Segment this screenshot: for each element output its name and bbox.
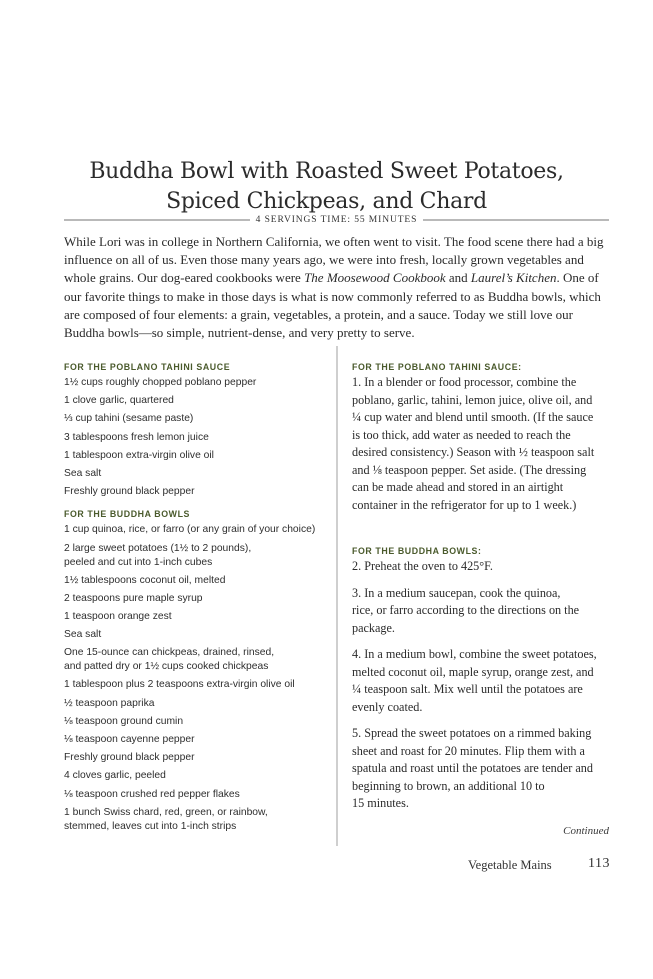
ingredient-line: and patted dry or 1½ cups cooked chickpeas [64,661,269,673]
footer-section-label: Vegetable Mains [468,858,552,872]
ingredient-item: 1 tablespoon plus 2 teaspoons extra-virgin olive oil [64,679,295,691]
section-spacer [352,523,614,544]
ingredient-item: Sea salt [64,468,102,480]
ingredient-item: 4 cloves garlic, peeled [64,770,166,782]
servings-time: 4 SERVINGS TIME: 55 MINUTES [255,215,418,225]
ingredient-item: ⅓ cup tahini (sesame paste) [64,413,194,425]
ingredient-item: ⅛ teaspoon ground cumin [64,715,184,727]
intro-book-2: Laurel’s Kitchen [470,270,557,286]
ingredient-item: ⅛ teaspoon cayenne pepper [64,734,195,746]
step-line: 1. In a blender or food processor, combine the [352,375,577,389]
recipe-intro [64,233,612,342]
servings-time-bar [64,215,609,225]
ingredient-item: Freshly ground black pepper [64,752,195,764]
ingredient-item: 3 tablespoons fresh lemon juice [64,431,209,443]
ingredients-sauce-heading: FOR THE POBLANO TAHINI SAUCE [64,362,231,372]
step-line: rice, or farro according to the directions on the [352,603,580,617]
ingredients-column [64,360,326,836]
continued-label: Continued [563,825,609,837]
ingredient-item: 1½ cups roughly chopped poblano pepper [64,377,257,388]
step-line: ¼ teaspoon salt. Mix well until the potatoes are [352,682,583,696]
step-line: spatula and roast until the potatoes are tender and [352,761,593,775]
step-line: 15 minutes. [352,796,409,810]
step-line: beginning to brown, an additional 10 to [352,778,545,793]
step-line: ¼ cup water and blend until smooth. (If the sauce [352,410,594,424]
step-line: package. [352,620,395,635]
intro-book-1: The Moosewood Cookbook [304,270,446,286]
step-line: melted coconut oil, maple syrup, orange zest, and [352,664,594,679]
step-line: 3. In a medium saucepan, cook the quinoa, [352,585,561,600]
ingredient-item [64,644,326,676]
intro-text-1: While Lori was in college in Northern California, we often went to visit. The food scene there had a big influence on all of us. Even those many years ago, we were into fresh, locally grown vegetables and whole grains. Our dog-eared cookbooks were [64,234,604,286]
recipe-title-line-1: Buddha Bowl with Roasted Sweet Potatoes, [89,158,564,184]
ingredient-line: peeled and cut into 1-inch cubes [64,556,213,568]
ingredient-line: One 15-ounce can chickpeas, drained, rinsed, [64,647,275,659]
ingredient-item [64,540,326,572]
step-line: 2. Preheat the oven to 425°F. [352,559,493,573]
page-number: 113 [588,856,610,871]
divider-rule-right [423,219,609,221]
directions-column [352,360,614,822]
ingredient-item: 1 cup quinoa, rice, or farro (or any grain of your choice) [64,524,316,536]
step-line: poblano, garlic, tahini, lemon juice, olive oil, and [352,392,593,407]
ingredient-line: 2 large sweet potatoes (1½ to 2 pounds), [64,542,252,554]
recipe-title-line-2: Spiced Chickpeas, and Chard [166,188,487,214]
column-divider [336,346,338,846]
direction-step-2 [352,558,614,576]
directions-bowls-heading: FOR THE BUDDHA BOWLS: [352,546,482,556]
intro-text-2: . One of our favorite things to make in those days is what is now commonly referred to as Buddha bowls, which are composed of four elements: a grain, vegetables, a protein, and a sauce. Today we still love our Buddha bowls—so simple, nutrient-dense, and very pretty to serve. [64,270,601,341]
step-line: is too thick, add water as needed to reach the [352,427,571,442]
step-line: and ⅛ teaspoon pepper. Set aside. (The dressing [352,462,587,477]
step-line: desired consistency.) Season with ½ teaspoon salt [352,445,595,459]
ingredient-item: 1½ tablespoons coconut oil, melted [64,574,226,586]
intro-and: and [445,270,471,286]
ingredients-bowls-heading: FOR THE BUDDHA BOWLS [64,509,191,520]
step-line: evenly coated. [352,699,423,714]
ingredient-item: ⅛ teaspoon crushed red pepper flakes [64,788,240,800]
step-line: 4. In a medium bowl, combine the sweet potatoes, [352,647,597,661]
ingredient-item: 1 teaspoon orange zest [64,611,172,623]
ingredient-line: 1 bunch Swiss chard, red, green, or rainbow, [64,806,268,818]
step-line: container in the refrigerator for up to 1 week.) [352,497,577,512]
ingredient-item: Sea salt [64,629,102,641]
direction-step-5 [352,725,614,813]
ingredient-item: 1 tablespoon extra-virgin olive oil [64,449,214,461]
divider-rule-left [64,219,250,221]
direction-step-1 [352,374,614,514]
direction-step-3 [352,585,614,638]
step-line: 5. Spread the sweet potatoes on a rimmed baking [352,726,592,740]
ingredient-item: ½ teaspoon paprika [64,697,155,709]
step-line: sheet and roast for 20 minutes. Flip them with a [352,743,585,758]
ingredient-item: 2 teaspoons pure maple syrup [64,592,203,604]
step-line: can be made ahead and stored in an airtight [352,480,564,494]
ingredient-item: Freshly ground black pepper [64,486,195,498]
ingredient-item [64,804,326,836]
recipe-title [40,157,613,217]
ingredient-line: stemmed, leaves cut into 1-inch strips [64,820,237,832]
directions-sauce-heading: FOR THE POBLANO TAHINI SAUCE: [352,362,522,372]
direction-step-4 [352,646,614,716]
ingredient-item: 1 clove garlic, quartered [64,395,174,407]
